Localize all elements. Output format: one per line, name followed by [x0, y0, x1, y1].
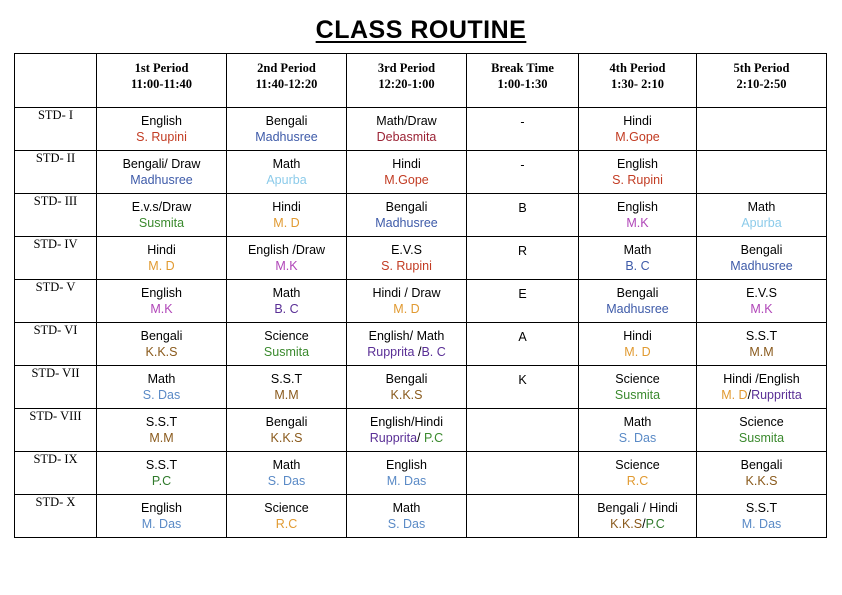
period-cell: [697, 452, 827, 495]
break-cell: [467, 495, 579, 538]
break-cell: [467, 151, 579, 194]
subject: S.S.T: [145, 415, 178, 429]
break-cell: [467, 366, 579, 409]
period-cell: [347, 237, 467, 280]
teacher: [697, 387, 826, 403]
teacher: Susmita: [614, 388, 661, 402]
period-cell: [347, 151, 467, 194]
table-row: [15, 323, 827, 366]
column-time: 2:10-2:50: [736, 77, 787, 91]
break-text: -: [520, 158, 525, 172]
teacher-separator: /: [747, 388, 752, 402]
subject: Science: [615, 458, 660, 472]
break-text: R: [517, 244, 528, 258]
teacher: K.K.S: [745, 474, 778, 488]
subject: Hindi: [623, 114, 652, 128]
teacher: M.Gope: [615, 130, 660, 144]
subject: Science: [615, 372, 660, 386]
subject: English/Hindi: [370, 415, 443, 429]
subject: Math: [272, 157, 301, 171]
teacher-b: P.C: [423, 431, 444, 445]
period-cell: [347, 108, 467, 151]
teacher: M.Gope: [384, 173, 429, 187]
table-row: [15, 237, 827, 280]
column-header-2nd-period: [227, 54, 347, 108]
period-cell: [697, 409, 827, 452]
period-cell: [579, 108, 697, 151]
table-row: [15, 151, 827, 194]
break-text: E: [518, 287, 527, 301]
period-cell: [347, 409, 467, 452]
period-cell: [697, 366, 827, 409]
subject: Bengali / Hindi: [597, 501, 678, 515]
teacher-b: B. C: [421, 345, 446, 359]
teacher: Apurba: [741, 216, 782, 230]
subject: Hindi /English: [723, 372, 800, 386]
column-name: 4th Period: [609, 61, 666, 75]
teacher: M. D: [273, 216, 300, 230]
teacher: Susmita: [738, 431, 785, 445]
subject: Hindi / Draw: [372, 286, 441, 300]
period-cell: [697, 237, 827, 280]
std-label: STD- VII: [15, 366, 97, 409]
subject: Bengali/ Draw: [122, 157, 201, 171]
column-name: 3rd Period: [377, 61, 436, 75]
subject: Math: [623, 415, 652, 429]
teacher: R.C: [275, 517, 298, 531]
teacher: [347, 344, 466, 360]
period-cell: [227, 323, 347, 366]
period-cell: [697, 280, 827, 323]
teacher-a: K.K.S: [610, 517, 643, 531]
subject: E.V.S: [391, 243, 422, 257]
teacher: M.K: [750, 302, 773, 316]
teacher: M. Das: [141, 517, 182, 531]
subject: English: [141, 286, 182, 300]
period-cell: [97, 452, 227, 495]
column-header-3rd-period: [347, 54, 467, 108]
class-routine-table: [14, 53, 827, 538]
period-cell: [347, 495, 467, 538]
period-cell: [579, 323, 697, 366]
teacher-b: P.C: [645, 517, 665, 531]
period-cell: [227, 409, 347, 452]
teacher: K.K.S: [145, 345, 178, 359]
table-row: [15, 409, 827, 452]
teacher: M.K: [150, 302, 173, 316]
period-cell: [697, 495, 827, 538]
std-label: STD- I: [15, 108, 97, 151]
break-cell: [467, 409, 579, 452]
teacher: M. D: [393, 302, 420, 316]
break-cell: [467, 194, 579, 237]
period-cell: [697, 323, 827, 366]
subject: Math: [272, 286, 301, 300]
period-cell: [97, 151, 227, 194]
column-header-5th-period: [697, 54, 827, 108]
subject: Hindi: [623, 329, 652, 343]
teacher: B. C: [274, 302, 299, 316]
period-cell: [97, 237, 227, 280]
teacher: Apurba: [266, 173, 307, 187]
teacher: S. Rupini: [612, 173, 663, 187]
teacher: Madhusree: [730, 259, 793, 273]
subject: S.S.T: [745, 329, 778, 343]
subject: E.V.S: [746, 286, 777, 300]
column-name: 5th Period: [733, 61, 790, 75]
subject: Bengali: [265, 415, 308, 429]
teacher: M. D: [148, 259, 175, 273]
subject: Bengali: [740, 243, 783, 257]
break-cell: [467, 323, 579, 366]
std-label: STD- X: [15, 495, 97, 538]
period-cell: [227, 194, 347, 237]
teacher: M.K: [275, 259, 298, 273]
period-cell: [347, 280, 467, 323]
subject: Science: [739, 415, 784, 429]
break-cell: [467, 280, 579, 323]
period-cell: [579, 495, 697, 538]
teacher: Madhusree: [255, 130, 318, 144]
page-title: CLASS ROUTINE: [315, 16, 527, 44]
teacher: S. Das: [267, 474, 306, 488]
period-cell: [347, 452, 467, 495]
std-label: STD- III: [15, 194, 97, 237]
teacher-a: Rupprita: [367, 345, 415, 359]
teacher-separator: /: [414, 345, 422, 359]
period-cell: [579, 409, 697, 452]
period-cell: [697, 108, 827, 151]
teacher: K.K.S: [270, 431, 303, 445]
subject: Science: [264, 501, 309, 515]
break-cell: [467, 237, 579, 280]
period-cell: [579, 237, 697, 280]
teacher: M.K: [626, 216, 649, 230]
period-cell: [697, 151, 827, 194]
std-label: STD- II: [15, 151, 97, 194]
column-name: 1st Period: [134, 61, 189, 75]
subject: Hindi: [147, 243, 176, 257]
table-row: [15, 495, 827, 538]
period-cell: [579, 151, 697, 194]
std-label: STD- IV: [15, 237, 97, 280]
period-cell: [227, 495, 347, 538]
subject: English: [141, 114, 182, 128]
teacher: S. Rupini: [136, 130, 187, 144]
break-text: A: [518, 330, 527, 344]
period-cell: [347, 366, 467, 409]
teacher: M. Das: [741, 517, 782, 531]
break-text: -: [520, 115, 525, 129]
period-cell: [97, 280, 227, 323]
teacher: M.M: [274, 388, 299, 402]
teacher: K.K.S: [390, 388, 423, 402]
table-row: [15, 452, 827, 495]
period-cell: [227, 108, 347, 151]
period-cell: [347, 323, 467, 366]
teacher-a: Rupprita: [369, 431, 418, 445]
teacher: Madhusree: [606, 302, 669, 316]
teacher: [347, 430, 466, 446]
period-cell: [347, 194, 467, 237]
teacher: Madhusree: [375, 216, 438, 230]
column-name: Break Time: [491, 61, 554, 75]
teacher: [579, 516, 696, 532]
teacher: P.C: [151, 474, 172, 488]
subject: Bengali: [385, 200, 428, 214]
break-cell: [467, 452, 579, 495]
period-cell: [227, 151, 347, 194]
std-label: STD- V: [15, 280, 97, 323]
period-cell: [227, 237, 347, 280]
teacher-a: M. D: [721, 388, 748, 402]
teacher: S. Das: [387, 517, 426, 531]
column-header-4th-period: [579, 54, 697, 108]
period-cell: [697, 194, 827, 237]
teacher-b: Ruppritta: [751, 388, 802, 402]
table-row: [15, 280, 827, 323]
teacher: B. C: [625, 259, 650, 273]
teacher: M. Das: [386, 474, 427, 488]
break-cell: [467, 108, 579, 151]
subject: Math/Draw: [376, 114, 437, 128]
subject: English: [617, 200, 658, 214]
corner-cell: [15, 54, 97, 108]
column-header-1st-period: [97, 54, 227, 108]
teacher: M. D: [624, 345, 651, 359]
subject: S.S.T: [745, 501, 778, 515]
table-row: [15, 108, 827, 151]
table-row: [15, 194, 827, 237]
period-cell: [97, 409, 227, 452]
teacher: R.C: [626, 474, 649, 488]
period-cell: [579, 194, 697, 237]
subject: E.v.s/Draw: [131, 200, 192, 214]
subject: Hindi: [392, 157, 421, 171]
table-header-row: [15, 54, 827, 108]
table-row: [15, 366, 827, 409]
subject: Bengali: [140, 329, 183, 343]
column-header-break-time: [467, 54, 579, 108]
period-cell: [227, 366, 347, 409]
subject: Math: [272, 458, 301, 472]
break-text: K: [518, 373, 527, 387]
teacher: S. Das: [618, 431, 657, 445]
period-cell: [227, 280, 347, 323]
period-cell: [227, 452, 347, 495]
teacher: S. Rupini: [381, 259, 432, 273]
column-time: 1:30- 2:10: [610, 77, 665, 91]
subject: Hindi: [272, 200, 301, 214]
column-time: 12:20-1:00: [378, 77, 435, 91]
column-time: 1:00-1:30: [497, 77, 548, 91]
subject: English: [617, 157, 658, 171]
column-time: 11:00-11:40: [130, 77, 193, 91]
period-cell: [97, 108, 227, 151]
period-cell: [97, 323, 227, 366]
period-cell: [97, 495, 227, 538]
subject: Bengali: [740, 458, 783, 472]
teacher: Debasmita: [376, 130, 437, 144]
teacher: M.M: [149, 431, 174, 445]
std-label: STD- VIII: [15, 409, 97, 452]
period-cell: [97, 194, 227, 237]
subject: English /Draw: [247, 243, 326, 257]
teacher: Susmita: [138, 216, 185, 230]
teacher: S. Das: [142, 388, 181, 402]
period-cell: [97, 366, 227, 409]
subject: English: [386, 458, 427, 472]
subject: Science: [264, 329, 309, 343]
period-cell: [579, 452, 697, 495]
subject: Math: [747, 200, 776, 214]
subject: English/ Math: [368, 329, 445, 343]
subject: Bengali: [265, 114, 308, 128]
subject: English: [141, 501, 182, 515]
subject: Bengali: [616, 286, 659, 300]
std-label: STD- VI: [15, 323, 97, 366]
teacher: Madhusree: [130, 173, 193, 187]
subject: Bengali: [385, 372, 428, 386]
std-label: STD- IX: [15, 452, 97, 495]
period-cell: [579, 280, 697, 323]
subject: S.S.T: [270, 372, 303, 386]
teacher-separator: /: [417, 431, 424, 445]
column-name: 2nd Period: [257, 61, 316, 75]
column-time: 11:40-12:20: [255, 77, 318, 91]
subject: Math: [392, 501, 421, 515]
subject: Math: [147, 372, 176, 386]
period-cell: [579, 366, 697, 409]
teacher-separator: /: [642, 517, 646, 531]
subject: S.S.T: [145, 458, 178, 472]
break-text: B: [518, 201, 527, 215]
teacher: M.M: [749, 345, 774, 359]
teacher: Susmita: [263, 345, 310, 359]
subject: Math: [623, 243, 652, 257]
